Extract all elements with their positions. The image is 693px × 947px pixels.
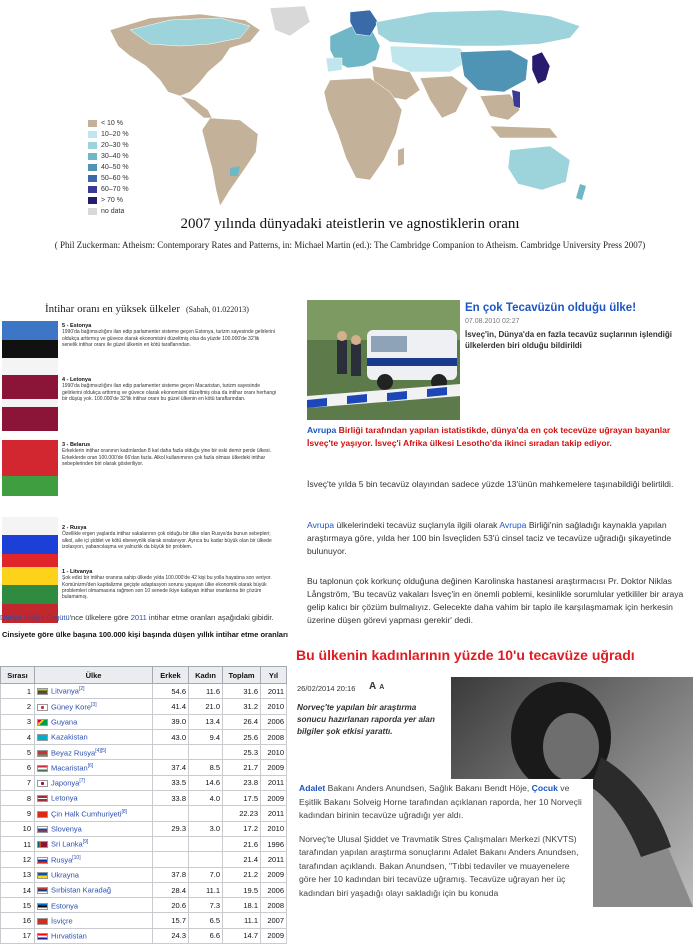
cell-country[interactable] [35, 699, 153, 714]
table-row [1, 867, 287, 882]
cell-total: 14.7 [223, 928, 261, 943]
map-caption: 2007 yılında dünyadaki ateistlerin ve agnostiklerin oranı [180, 216, 520, 232]
table-title: Cinsiyete göre ülke başına 100.000 kişi başında düşen yıllık intihar etme oranları [2, 630, 288, 639]
cell-total: 19.5 [223, 882, 261, 897]
suicide-entry-text: 1990'da bağımsızlığını ilan edip parlamenter sisteme geçen Estonya, turizm sayesinde gelirlerini oldukça arttırmış ve güvece olarak ekonomisini düzeltmiş olsa da yüzde 100.000'de 32'lik senelik intihar oranı ile güzel ülkenin en kötü taraflarından. [62, 329, 276, 348]
article2-body [297, 779, 593, 916]
latvia-flag [2, 375, 58, 431]
norway-article [293, 647, 693, 898]
article1-paragraph: İsveç'te yılda 5 bin tecavüz olayından sadece yüzde 13'ünün mahkemelere taşınabildiği belirtildi. [307, 479, 674, 489]
cell-year: 2011 [261, 684, 287, 699]
country-name[interactable]: Rusya [51, 855, 73, 865]
suicide-entry-russia [0, 517, 278, 573]
police-photo[interactable] [307, 300, 460, 420]
country-flag-icon [37, 826, 48, 833]
country-name[interactable]: Estonya [51, 901, 79, 911]
cell-male: 39.0 [153, 714, 189, 729]
legend-item [88, 151, 129, 162]
cell-male [153, 806, 189, 821]
country-flag-icon [37, 933, 48, 940]
table-row [1, 806, 287, 821]
country-flag-icon [37, 841, 48, 848]
cell-female: 9.4 [189, 729, 223, 744]
who-note: Dünya Sağlık Örgütü'nce ülkelere göre 2011 intihar etme oranları aşağıdaki gibidir. [0, 613, 274, 622]
cell-year: 2010 [261, 699, 287, 714]
country-flag-icon [37, 780, 48, 787]
cell-male: 33.5 [153, 775, 189, 790]
col-header-year[interactable]: Yıl [261, 667, 287, 684]
estonia-flag [2, 321, 58, 377]
legend-item [88, 173, 129, 184]
cell-female: 13.4 [189, 714, 223, 729]
cell-male: 37.8 [153, 867, 189, 882]
cell-male: 20.6 [153, 898, 189, 913]
legend-item [88, 195, 129, 206]
legend-swatch [88, 197, 97, 204]
justice-link[interactable]: Adalet [299, 783, 326, 793]
table-row [1, 898, 287, 913]
cell-female: 8.5 [189, 760, 223, 775]
font-increase-button[interactable]: A [369, 681, 377, 692]
country-flag-icon [37, 811, 48, 818]
cell-rank: 1 [1, 684, 35, 699]
legend-swatch [88, 186, 97, 193]
legend-label: > 70 % [101, 197, 123, 204]
world-map-image [80, 0, 620, 215]
europe-link[interactable]: Avrupa [307, 520, 335, 530]
cell-year: 2007 [261, 913, 287, 928]
article1-paragraph: Avrupa ülkelerindeki tecavüz suçlarıyla ilgili olarak Avrupa Birliği'nin sağladığı kaynakla yapılan araştırmaya göre, yılda her 100 bin İsveçliden 53'ü cinsel taciz ve tecavüze uğradığı şikayetinde bulunuyor. [307, 520, 672, 556]
cell-male [153, 836, 189, 851]
cell-male: 24.3 [153, 928, 189, 943]
cell-year: 2011 [261, 852, 287, 867]
cell-country[interactable] [35, 852, 153, 867]
cell-country[interactable] [35, 913, 153, 928]
cell-year: 2011 [261, 775, 287, 790]
cell-country[interactable] [35, 684, 153, 699]
col-header-male[interactable]: Erkek [153, 667, 189, 684]
col-header-country[interactable]: Ülke [35, 667, 153, 684]
cell-female: 21.0 [189, 699, 223, 714]
country-name[interactable]: Sri Lanka [51, 839, 83, 849]
legend-label: < 10 % [101, 120, 123, 127]
suicide-rate-table-panel [0, 630, 290, 947]
suicide-entry-estonia [0, 321, 278, 377]
legend-item [88, 140, 129, 151]
cell-country[interactable] [35, 836, 153, 851]
table-row [1, 684, 287, 699]
country-name[interactable]: Ukrayna [51, 870, 79, 880]
europe-link[interactable]: Avrupa [307, 425, 337, 435]
country-reference[interactable]: [6] [87, 762, 94, 769]
article2-paragraph: Adalet Bakanı Anders Anundsen, Sağlık Bakanı Bendt Höje, Çocuk ve Eşitlik Bakanı Solveig Horne tarafından açıklanan raporda, her 10 Norveçli kadından birinin tecavüze uğradığı yer aldı. [299, 783, 582, 820]
legend-swatch [88, 120, 97, 127]
cell-female [189, 852, 223, 867]
suicide-entry-text: 1990'da bağımsızlığını ilan edip parlamenter sisteme geçen Macaristan, turizm sayesinde gelirlerini oldukça arttırmış ve güvece olarak ekonomisini düzeltmiş olsa da intihar oranı herhangi bir düşüş yok. 100.000'de 32'lik intihar oranı bu güzel ülkenin en kötü taraflarından. [62, 383, 276, 402]
legend-label: 60–70 % [101, 186, 129, 193]
cell-total: 31.6 [223, 684, 261, 699]
cell-country[interactable] [35, 775, 153, 790]
legend-label: 40–50 % [101, 164, 129, 171]
country-flag-icon [37, 872, 48, 879]
cell-total: 25.6 [223, 729, 261, 744]
map-legend [88, 118, 129, 217]
article1-headline[interactable]: En çok Tecavüzün olduğu ülke! [465, 302, 637, 314]
country-name[interactable]: Japonya [51, 778, 80, 788]
cell-male [153, 852, 189, 867]
article1-lead: Avrupa Birliği tarafından yapılan istatistikde, dünya'da en çok tecevüze uğrayan bayanlar İsveç'te yaşıyor. İsveç'i Afrika ülkesi Lesotho'da ikinci sıradan takip ediyor. [307, 425, 671, 448]
cell-year: 2009 [261, 760, 287, 775]
table-header-row [1, 667, 287, 684]
country-reference[interactable]: [9] [82, 839, 89, 846]
country-flag-icon [37, 887, 48, 894]
cell-male: 33.8 [153, 791, 189, 806]
country-flag-icon [37, 765, 48, 772]
cell-year: 2010 [261, 821, 287, 836]
cell-rank: 6 [1, 760, 35, 775]
country-flag-icon [37, 795, 48, 802]
legend-label: 50–60 % [101, 175, 129, 182]
cell-male: 37.4 [153, 760, 189, 775]
cell-year: 2006 [261, 714, 287, 729]
table-row [1, 760, 287, 775]
legend-swatch [88, 175, 97, 182]
cell-rank: 10 [1, 821, 35, 836]
cell-male: 43.0 [153, 729, 189, 744]
country-flag-icon [37, 857, 48, 864]
country-name[interactable]: Guyana [51, 717, 78, 727]
cell-rank: 17 [1, 928, 35, 943]
belarus-flag [2, 440, 58, 496]
suicide-entry-heading: 2 - Rusya [62, 525, 87, 531]
cell-rank: 5 [1, 745, 35, 760]
suicide-title-source: (Sabah, 01.022013) [186, 305, 249, 314]
legend-label: 10–20 % [101, 131, 129, 138]
legend-swatch [88, 142, 97, 149]
legend-item [88, 184, 129, 195]
cell-female: 7.3 [189, 898, 223, 913]
cell-country[interactable] [35, 745, 153, 760]
cell-year: 1996 [261, 836, 287, 851]
col-header-total[interactable]: Toplam [223, 667, 261, 684]
cell-rank: 2 [1, 699, 35, 714]
article1-summary: İsveç'in, Dünya'da en fazla tecavüz suçlarının işlendiği ülkelerden biri olduğu bildirildi [465, 330, 672, 350]
suicide-entry-latvia [0, 375, 278, 431]
table-row [1, 745, 287, 760]
cell-total: 11.1 [223, 913, 261, 928]
country-flag-icon [37, 688, 48, 695]
table-row [1, 928, 287, 943]
cell-male [153, 745, 189, 760]
cell-rank: 7 [1, 775, 35, 790]
cell-female: 4.0 [189, 791, 223, 806]
cell-male: 41.4 [153, 699, 189, 714]
suicide-entry-belarus [0, 440, 278, 496]
child-link[interactable]: Çocuk [531, 783, 558, 793]
country-flag-icon [37, 719, 48, 726]
cell-total: 31.2 [223, 699, 261, 714]
country-reference[interactable]: [10] [72, 854, 81, 861]
table-row [1, 852, 287, 867]
country-flag-icon [37, 750, 48, 757]
country-name[interactable]: Slovenya [51, 824, 82, 834]
suicide-infographic [0, 295, 280, 622]
country-name[interactable]: İsviçre [51, 916, 73, 926]
cell-male: 54.6 [153, 684, 189, 699]
cell-total: 21.6 [223, 836, 261, 851]
cell-female [189, 806, 223, 821]
article1-paragraph: Bu taplonun çok korkunç olduğuna değinen Karolinska hastanesi araştırmacısı Pr. Doktor Niklas Långström, 'Bu tecavüz vakaları İsveç'in en önemli poblemi, kesinlikle sorumlular yetkililer bir araya gelip kalıcı bir çözüm bulmalıyız. Gelecekte daha vahim bir taplo ile karşılaşmamak için herkesin üzerine düşen görevi yapması gerekir' dedi. [307, 576, 684, 625]
country-name[interactable]: Kazakistan [51, 732, 88, 742]
country-flag-icon [37, 918, 48, 925]
cell-total: 21.7 [223, 760, 261, 775]
cell-female: 14.6 [189, 775, 223, 790]
suicide-rate-table [0, 666, 287, 944]
cell-rank: 8 [1, 791, 35, 806]
table-row [1, 699, 287, 714]
cell-total: 25.3 [223, 745, 261, 760]
suicide-entry-text: Erkeklerin intihar oranının kadınlardan 8 kat daha fazla olduğu yine bir eski demir perde ülkesi. Erkeklerde oran 100.000'de 66'dan fazla. Alkol kullanımının çok fazla olması ülkedeki intihar sebeplerinden biri olarak gösteriliyor. [62, 448, 272, 467]
cell-female [189, 745, 223, 760]
cell-rank: 13 [1, 867, 35, 882]
font-decrease-button[interactable]: A [379, 684, 385, 691]
madagascar-shape [398, 148, 404, 166]
cell-year: 2006 [261, 882, 287, 897]
who-link[interactable]: Dünya Sağlık Örgütü [0, 613, 70, 622]
table-row [1, 729, 287, 744]
table-row [1, 836, 287, 851]
table-row [1, 913, 287, 928]
russia-flag [2, 517, 58, 573]
suicide-title [45, 303, 249, 315]
cell-rank: 15 [1, 898, 35, 913]
cell-female: 6.5 [189, 913, 223, 928]
country-reference[interactable]: [2] [78, 686, 85, 693]
cell-rank: 4 [1, 729, 35, 744]
map-source: ( Phil Zuckerman: Atheism: Contemporary Rates and Patterns, in: Michael Martin (ed.): The Cambridge Companion to Atheism. Cambridge University Press 2007) [54, 240, 646, 250]
country-flag-icon [37, 734, 48, 741]
cell-male: 29.3 [153, 821, 189, 836]
cell-country[interactable] [35, 928, 153, 943]
font-size-controls [369, 681, 384, 692]
col-header-rank[interactable]: Sırası [1, 667, 35, 684]
cell-country[interactable] [35, 821, 153, 836]
country-reference[interactable]: [4][5] [95, 747, 107, 754]
cell-country[interactable] [35, 714, 153, 729]
suicide-entry-heading: 1 - Litvanya [62, 569, 93, 575]
legend-label: no data [101, 208, 125, 215]
legend-item [88, 162, 129, 173]
cell-total: 21.2 [223, 867, 261, 882]
legend-swatch [88, 208, 97, 215]
table-row [1, 821, 287, 836]
cell-total: 26.4 [223, 714, 261, 729]
cell-total: 22.23 [223, 806, 261, 821]
sweden-article [305, 300, 693, 645]
cell-female: 7.0 [189, 867, 223, 882]
country-name[interactable]: Macaristan [51, 763, 88, 773]
indonesia-shape [490, 126, 558, 138]
suicide-entry-heading: 3 - Belarus [62, 442, 91, 448]
col-header-female[interactable]: Kadın [189, 667, 223, 684]
legend-item [88, 129, 129, 140]
cell-female: 11.1 [189, 882, 223, 897]
suicide-entry-heading: 4 - Letonya [62, 377, 92, 383]
country-name[interactable]: Çin Halk Cumhuriyeti [51, 809, 122, 819]
cell-rank: 3 [1, 714, 35, 729]
cell-rank: 14 [1, 882, 35, 897]
suicide-title-text: İntihar oranı en yüksek ülkeler [45, 303, 181, 315]
country-name[interactable]: Letonya [51, 793, 78, 803]
cell-country[interactable] [35, 898, 153, 913]
atheism-map-panel [54, 0, 646, 262]
article2-headline[interactable]: Bu ülkenin kadınlarının yüzde 10'u tecavüze uğradı [296, 647, 635, 663]
cell-female: 3.0 [189, 821, 223, 836]
article2-paragraph: Norveç'te Ulusal Şiddet ve Travmatik Stres Çalışmaları Merkezi (NKVTS) tarafından yapılan araştırma sonuçlarını Adalet Bakanı Anders Anundsen, tarafından açıklandı. Bakan Anundsen, "Tıbbi tedaviler ve muayenelere göre her 10 kadından biri tecavüze uğramış. Tecavüze uğrayan her üç kadından biri yaşadığı olayı sakladığı için bu konuda [299, 833, 579, 898]
cell-country[interactable] [35, 760, 153, 775]
cell-female [189, 836, 223, 851]
cell-country[interactable] [35, 867, 153, 882]
country-name[interactable]: Güney Kore [51, 702, 92, 712]
suicide-entry-heading: 5 - Estonya [62, 323, 92, 329]
europe-link[interactable]: Avrupa [499, 520, 527, 530]
country-name[interactable]: Hırvatistan [51, 931, 87, 941]
cell-rank: 12 [1, 852, 35, 867]
country-reference[interactable]: [7] [79, 778, 85, 785]
table-row [1, 775, 287, 790]
suicide-entry-text: Şok edici bir intihar oranına sahip ülkede yılda 100.000'de 42 kişi bu yolla hayatına son veriyor. Komünizmi'den kapitalizme geçişte adaptasyon sorunu yaşayan ülke ekonomik olarak büyük problemleri olmamasına rağmen son 10 senede ikiye katlayan intihar oranlarına bir çözüm bulamamış. [62, 575, 272, 601]
country-name[interactable]: Beyaz Rusya [51, 748, 96, 758]
legend-swatch [88, 164, 97, 171]
cell-year: 2009 [261, 928, 287, 943]
cell-year: 2008 [261, 898, 287, 913]
cell-year: 2009 [261, 791, 287, 806]
cell-male: 28.4 [153, 882, 189, 897]
cell-female: 11.6 [189, 684, 223, 699]
cell-year: 2011 [261, 806, 287, 821]
iberia-shape [326, 58, 342, 72]
cell-year: 2010 [261, 745, 287, 760]
legend-label: 30–40 % [101, 153, 129, 160]
cell-female: 6.6 [189, 928, 223, 943]
cell-country[interactable] [35, 882, 153, 897]
country-flag-icon [37, 903, 48, 910]
cell-total: 21.4 [223, 852, 261, 867]
cell-rank: 16 [1, 913, 35, 928]
country-name[interactable]: Sırbistan Karadağ [51, 885, 112, 895]
article1-date: 07.08.2010 02:27 [465, 318, 520, 325]
cell-country[interactable] [35, 729, 153, 744]
cell-male: 15.7 [153, 913, 189, 928]
country-reference[interactable]: [8] [121, 808, 127, 815]
table-row [1, 791, 287, 806]
cell-rank: 9 [1, 806, 35, 821]
table-body [1, 684, 287, 944]
suicide-entry-text: Özellikle ergen yaşlarda intihar vakalarının çok olduğu bir ülke olan Rusya'da bunun sebepleri; alkol, aile içi şiddet ve kötü ebeveynlik olarak sıralanıyor. Ayrıca bu kadar büyük olan bir ülkede izolasyon, yabancılaşma ve yalnızlık da büyük bir problem. [62, 531, 272, 550]
cell-total: 23.8 [223, 775, 261, 790]
cell-rank: 11 [1, 836, 35, 851]
legend-label: 20–30 % [101, 142, 129, 149]
cell-total: 17.5 [223, 791, 261, 806]
article2-summary: Norveç'te yapılan bir araştırma sonucu hazırlanan raporda yer alan bilgiler şok etkisi yarattı. [297, 703, 435, 736]
cell-year: 2008 [261, 729, 287, 744]
legend-item [88, 118, 129, 129]
table-row [1, 714, 287, 729]
country-flag-icon [37, 704, 48, 711]
country-name[interactable]: Litvanya [51, 686, 79, 696]
article2-date: 26/02/2014 20:16 [297, 684, 356, 693]
cell-country[interactable] [35, 791, 153, 806]
cell-country[interactable] [35, 806, 153, 821]
table-row [1, 882, 287, 897]
legend-swatch [88, 131, 97, 138]
country-reference[interactable]: [3] [91, 701, 97, 708]
cell-total: 17.2 [223, 821, 261, 836]
cell-total: 18.1 [223, 898, 261, 913]
cell-year: 2009 [261, 867, 287, 882]
legend-swatch [88, 153, 97, 160]
who-year-link[interactable]: 2011 [130, 613, 147, 622]
